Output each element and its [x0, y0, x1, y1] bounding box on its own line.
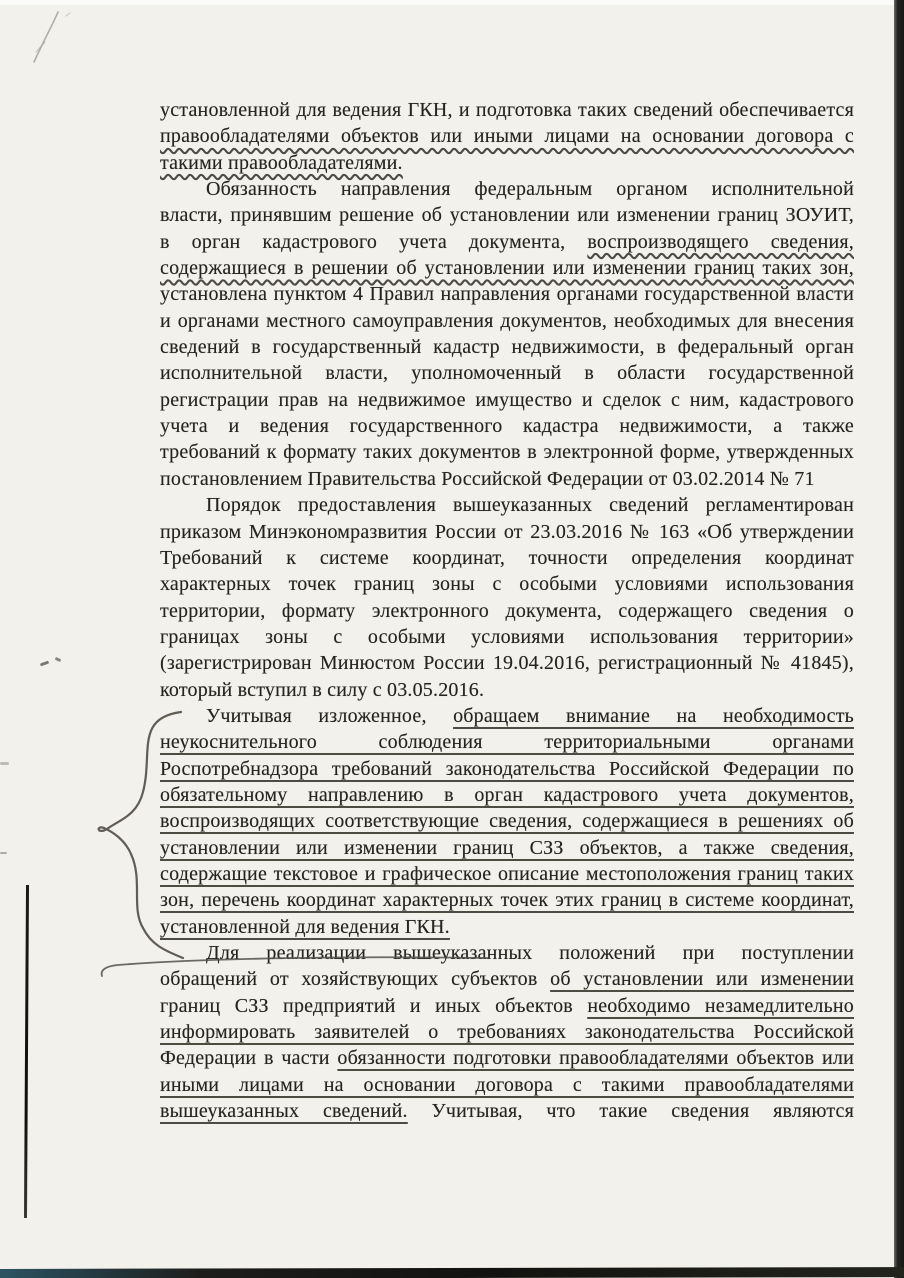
text-line [160, 545, 854, 571]
text-line [160, 466, 854, 492]
text-line [160, 281, 854, 307]
text-segment: в орган кадастрового учета документа, [160, 230, 588, 253]
text-segment: Обязанность направления федеральным органом исполнительной [206, 178, 854, 201]
text-segment: учета и ведения государственного кадастра недвижимости, а также [160, 415, 854, 438]
text-line [160, 966, 854, 992]
scan-speck [0, 852, 7, 854]
text-segment: Федерации в части [160, 1047, 338, 1070]
underlined-text-segment: необходимо незамедлительно [587, 994, 855, 1017]
text-segment: Требований к системе координат, точности определения координат [160, 546, 854, 569]
text-line [160, 756, 854, 782]
text-segment: обращений от хозяйствующих субъектов [160, 968, 551, 991]
text-line [160, 993, 854, 1019]
scan-speck [55, 657, 62, 662]
text-line [160, 598, 854, 624]
text-line [160, 176, 854, 202]
document-body [160, 97, 854, 1124]
underlined-text-segment: установлении или изменении границ СЗЗ объектов, а также сведения, [160, 836, 854, 859]
scan-line-artifact [24, 885, 29, 1218]
text-segment: и органами местного самоуправления документов, необходимых для внесения [160, 309, 854, 332]
underlined-text-segment: информировать заявителей о требованиях законодательства Российской [160, 1021, 854, 1044]
underlined-text-segment: содержащиеся в решении об установлении или изменении границ таких зон, [160, 257, 854, 280]
text-segment: границах зоны с особыми условиями использования территории» [160, 625, 854, 648]
text-line [160, 1045, 854, 1071]
text-segment: Для реализации вышеуказанных положений при поступлении [206, 942, 854, 964]
text-line [160, 677, 854, 703]
text-segment: который вступил в силу с 03.05.2016. [160, 678, 485, 701]
text-segment: характерных точек границ зоны с особыми условиями использования [160, 573, 854, 596]
underlined-text-segment: такими правообладателями. [160, 151, 403, 174]
underlined-text-segment: воспроизводящих соответствующие сведения, содержащиеся в решениях об [160, 810, 854, 833]
text-line [160, 624, 854, 650]
text-line [160, 123, 854, 149]
text-line [160, 1019, 854, 1045]
text-line [160, 229, 854, 255]
text-segment: установлена пунктом 4 Правил направления органами государственной власти [160, 283, 854, 306]
text-segment: Учитывая, что такие сведения являются [407, 1100, 855, 1123]
underlined-text-segment: воспроизводящего сведения, [587, 230, 854, 253]
underlined-text-segment: содержащие текстовое и графическое описание местоположения границ таких [160, 862, 854, 885]
text-segment: постановлением Правительства Российской Федерации от 03.02.2014 № 71 [160, 467, 815, 490]
text-line [160, 1098, 854, 1124]
pencil-mark [18, 6, 78, 70]
scan-bottom-edge [0, 1267, 904, 1278]
text-segment: сведений в государственный кадастр недвижимости, в федеральный орган [160, 336, 854, 359]
text-line [160, 1072, 854, 1098]
text-line [160, 861, 854, 887]
text-segment: власти, принявшим решение об установлении или изменении границ ЗОУИТ, [160, 204, 854, 227]
text-line [160, 308, 854, 334]
text-line [160, 914, 854, 940]
text-segment: границ СЗЗ предприятий и иных объектов [160, 994, 588, 1017]
text-segment: приказом Минэкономразвития России от 23.03.2016 № 163 «Об утверждении [160, 520, 854, 543]
text-line [160, 835, 854, 861]
text-line [160, 492, 854, 518]
text-line [160, 650, 854, 676]
scan-speck [40, 661, 49, 667]
text-line [160, 571, 854, 597]
text-line [160, 202, 854, 228]
text-line [160, 519, 854, 545]
scan-right-edge [894, 0, 904, 1278]
underlined-text-segment: иными лицами на основании договора с такими правообладателями [160, 1073, 854, 1096]
scan-speck [0, 762, 9, 765]
text-segment: установленной для ведения ГКН, и подготовка таких сведений обеспечивается [160, 99, 854, 121]
underlined-text-segment: Роспотребнадзора требований законодательства Российской Федерации по [160, 757, 854, 780]
text-line [160, 729, 854, 755]
scan-top-edge [0, 0, 904, 5]
text-segment: (зарегистрирован Минюстом России 19.04.2016, регистрационный № 41845), [160, 652, 854, 675]
text-segment: регистрации прав на недвижимое имущество и сделок с ним, кадастрового [160, 388, 854, 411]
text-line [160, 887, 854, 913]
underlined-text-segment: вышеуказанных сведений. [160, 1100, 408, 1123]
text-line [160, 97, 854, 123]
text-segment: Порядок предоставления вышеуказанных сведений регламентирован [206, 494, 854, 517]
underlined-text-segment: установленной для ведения ГКН. [160, 915, 450, 938]
underlined-text-segment: обязанности подготовки правообладателями объектов или [337, 1047, 854, 1070]
text-line [160, 334, 854, 360]
text-line [160, 150, 854, 176]
text-line [160, 387, 854, 413]
text-segment: территории, формату электронного документа, содержащего сведения о [160, 599, 854, 622]
text-line [160, 808, 854, 834]
text-line [160, 703, 854, 729]
underlined-text-segment: обязательному направлению в орган кадастрового учета документов, [160, 783, 854, 806]
text-line [160, 360, 854, 386]
text-line [160, 255, 854, 281]
underlined-text-segment: правообладателями объектов или иными лицами на основании договора с [160, 125, 854, 148]
text-line [160, 782, 854, 808]
text-segment: требований к формату таких документов в электронной форме, утвержденных [160, 441, 854, 464]
text-line [160, 413, 854, 439]
underlined-text-segment: зон, перечень координат характерных точек этих границ в системе координат, [160, 889, 854, 912]
underlined-text-segment: обращаем внимание на необходимость [453, 704, 854, 727]
text-segment: исполнительной власти, уполномоченный в области государственной [160, 362, 854, 385]
text-line [160, 940, 854, 966]
text-segment: Учитывая изложенное, [206, 704, 454, 727]
text-line [160, 439, 854, 465]
underlined-text-segment: неукоснительного соблюдения территориальными органами [160, 731, 854, 754]
underlined-text-segment: об установлении или изменении [550, 968, 854, 991]
